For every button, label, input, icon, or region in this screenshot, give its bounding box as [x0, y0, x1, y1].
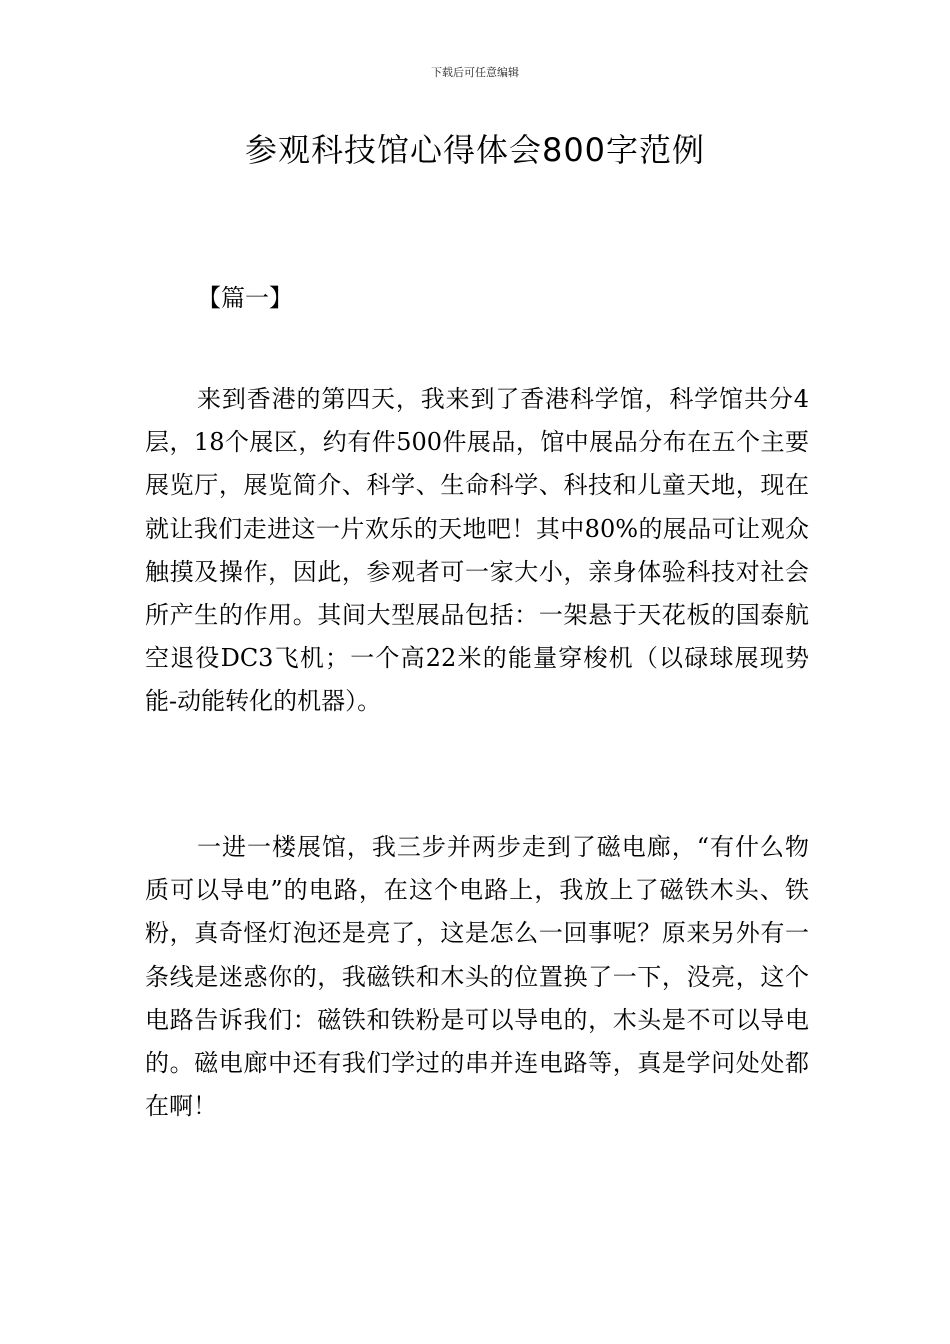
header-note: 下载后可任意编辑 [431, 66, 519, 79]
paragraph-1: 来到香港的第四天，我来到了香港科学馆，科学馆共分4层，18个展区，约有件500件展品，馆中展品分布在五个主要展览厅，展览简介、科学、生命科学、科技和儿童天地，现在就让我们走进这一片欢乐的天地吧！其中80%的展品可让观众触摸及操作，因此，参观者可一家大小，亲身体验科技对社会所产生的作用。其间大型展品包括：一架悬于天花板的国泰航空退役DC3飞机；一个高22米的能量穿梭机（以碌球展现势能-动能转化的机器）。 [145, 385, 809, 716]
document-title: 参观科技馆心得体会800字范例 [244, 131, 706, 169]
paragraph-2: 一进一楼展馆，我三步并两步走到了磁电廊，“有什么物质可以导电”的电路，在这个电路上，我放上了磁铁木头、铁粉，真奇怪灯泡还是亮了，这是怎么一回事呢？原来另外有一条线是迷惑你的，我磁铁和木头的位置换了一下，没亮，这个电路告诉我们：磁铁和铁粉是可以导电的，木头是不可以导电的。磁电廊中还有我们学过的串并连电路等，真是学问处处都在啊！ [145, 833, 809, 1121]
section-label: 【篇一】 [197, 284, 293, 312]
